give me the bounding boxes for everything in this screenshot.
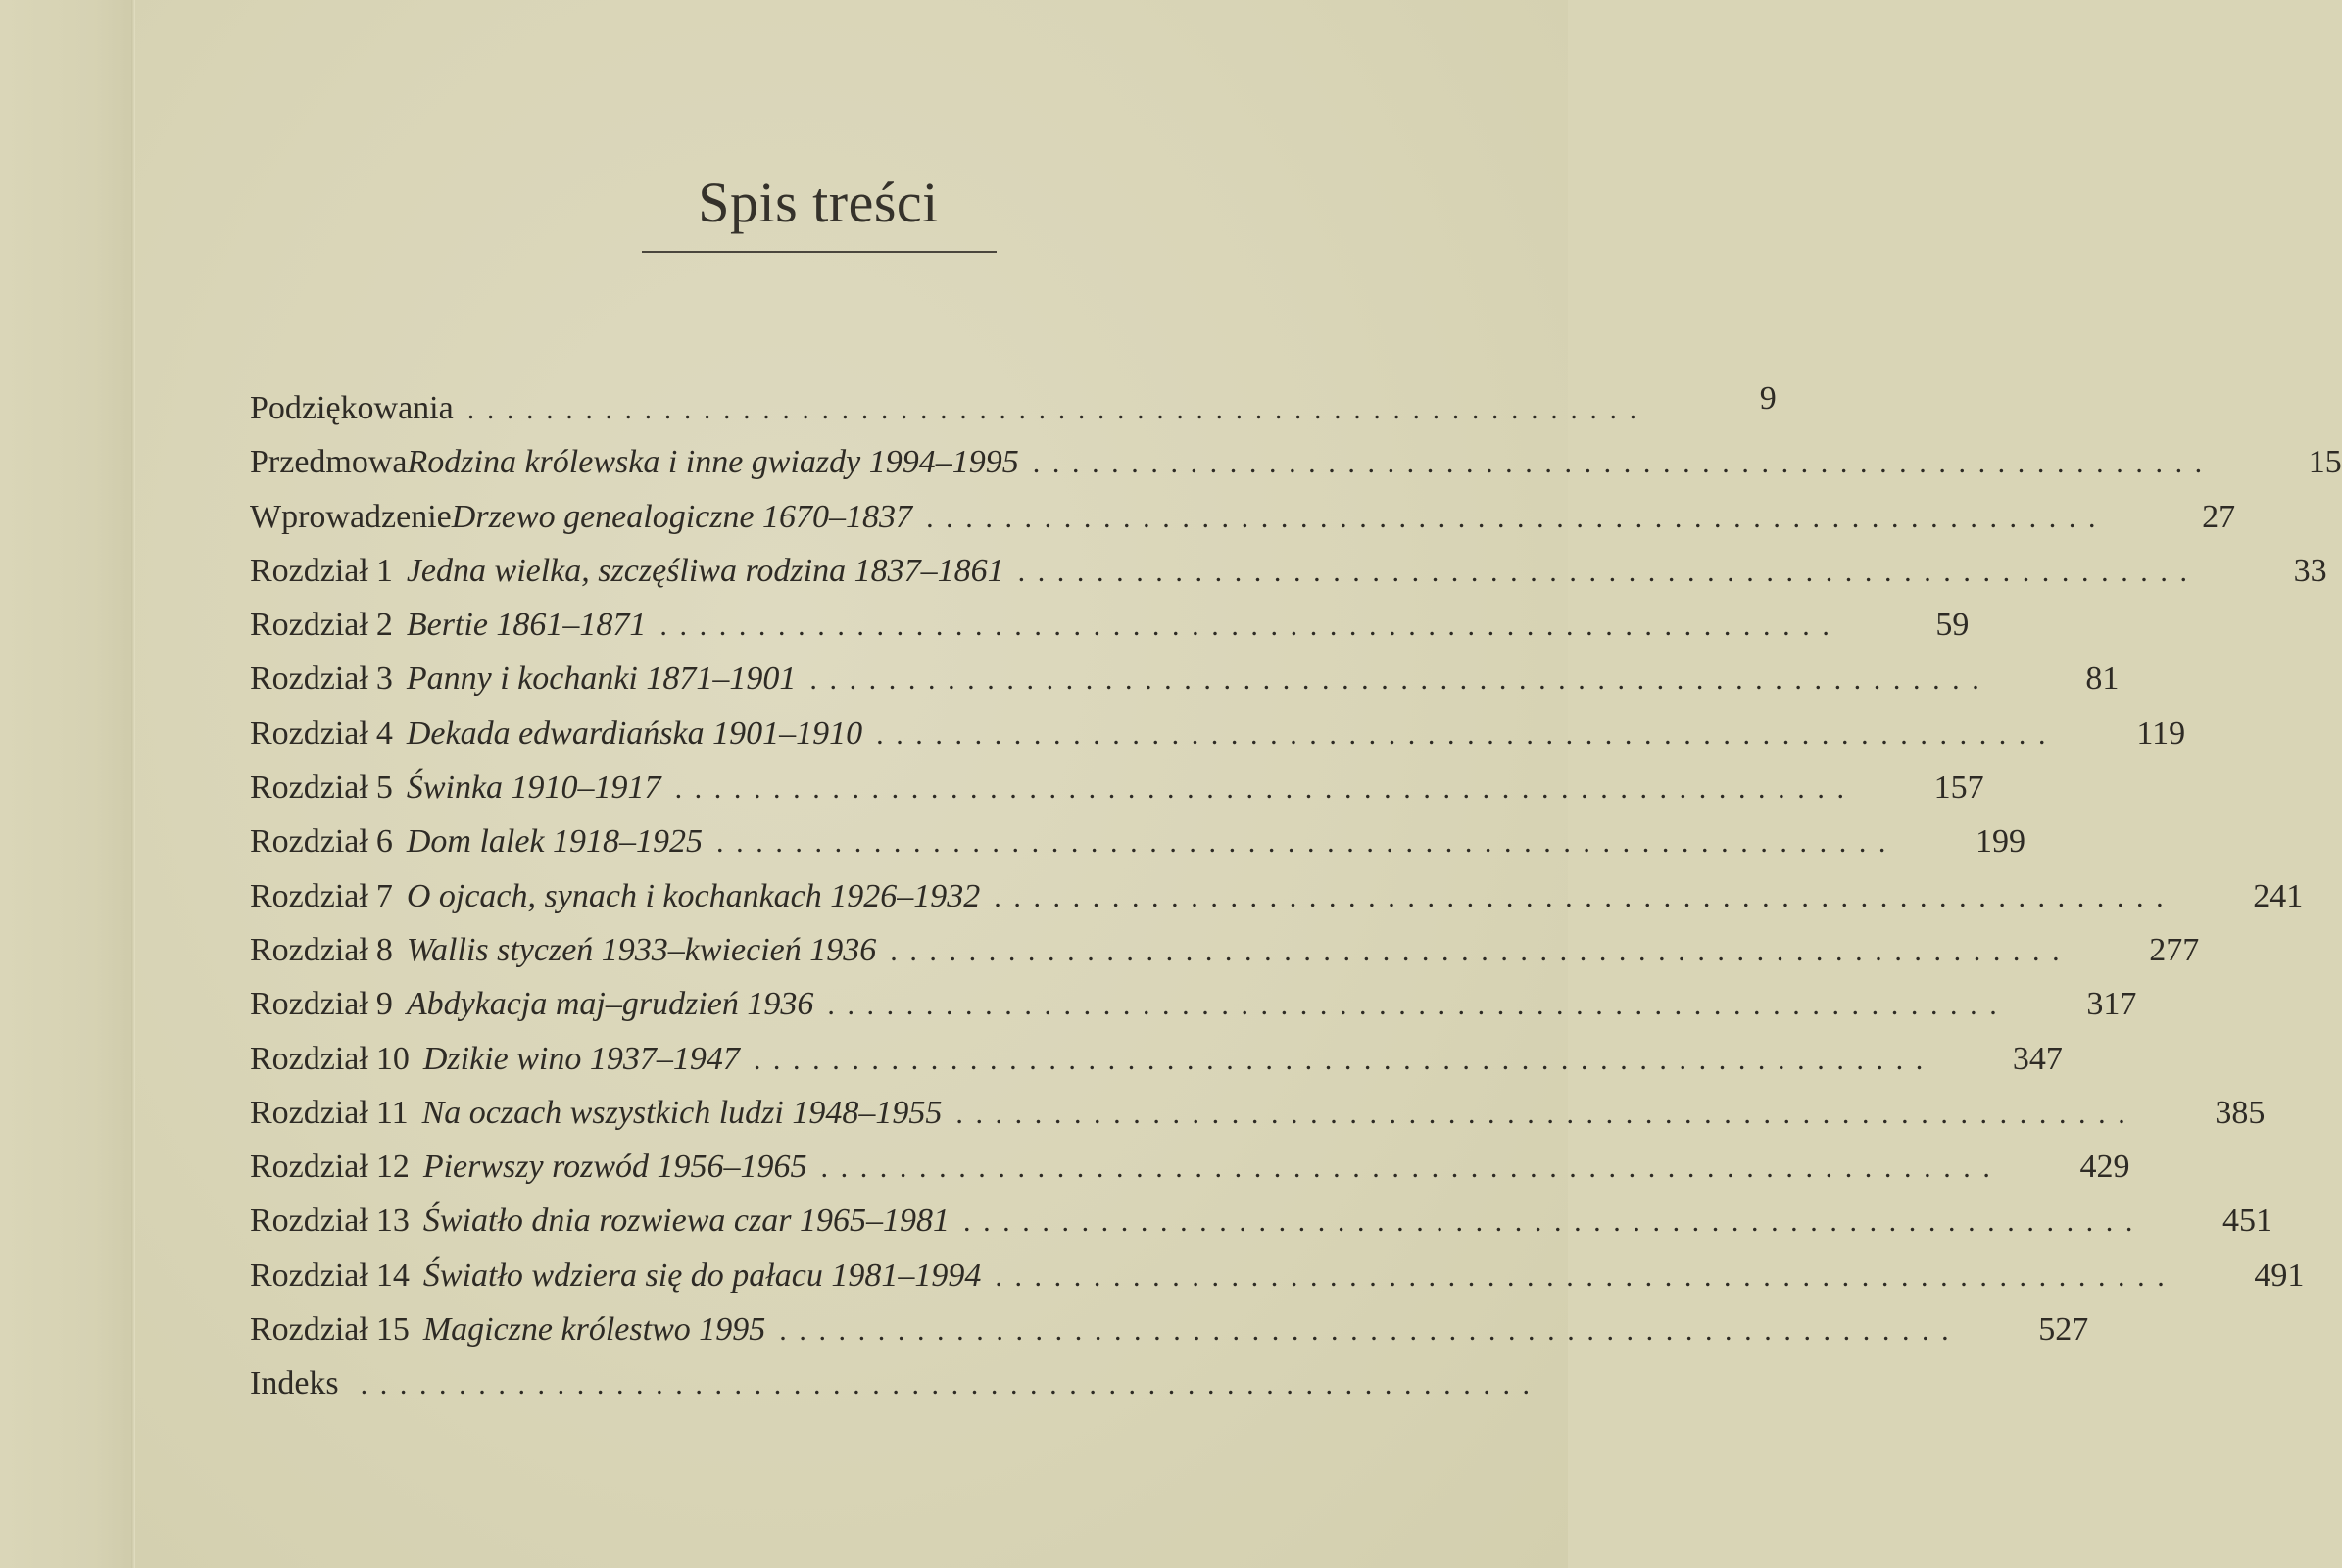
leader-dots: ............................................................ xyxy=(827,989,2010,1022)
chapter-number: 14 xyxy=(375,1256,410,1294)
dot-leader xyxy=(807,1151,2003,1184)
dot-leader xyxy=(1019,446,2215,479)
page-number: 9 xyxy=(1759,380,1777,416)
toc-entry[interactable] xyxy=(250,498,2236,555)
dot-leader xyxy=(765,1313,1961,1347)
dot-leader xyxy=(942,1097,2137,1130)
dot-leader xyxy=(813,988,2009,1021)
chapter-title: O ojcach, synach i kochankach 1926–1932 xyxy=(406,877,981,914)
toc-entry[interactable] xyxy=(250,1365,1542,1421)
page-title: Spis treści xyxy=(698,171,939,234)
dot-leader xyxy=(980,880,2175,913)
entry-label: Rozdział xyxy=(250,1094,368,1131)
page-number: 527 xyxy=(2038,1311,2089,1348)
page-number: 317 xyxy=(2086,986,2137,1023)
leader-dots: ............................................................ xyxy=(962,1205,2145,1239)
chapter-title: Dekada edwardiańska 1901–1910 xyxy=(406,714,863,752)
chapter-number: 9 xyxy=(375,986,393,1023)
toc-entry[interactable] xyxy=(250,877,2304,934)
leader-dots: ............................................................ xyxy=(890,934,2073,967)
chapter-number: 5 xyxy=(375,769,393,807)
entry-label: Indeks xyxy=(250,1365,339,1402)
leader-dots: ............................................................ xyxy=(466,393,1649,425)
chapter-title: Dom lalek 1918–1925 xyxy=(406,823,704,860)
toc-entry[interactable] xyxy=(250,986,2137,1042)
chapter-title: Dzikie wino 1937–1947 xyxy=(422,1040,740,1077)
dot-leader xyxy=(661,771,1857,805)
entry-label: Rozdział xyxy=(250,931,368,968)
chapter-title: Jedna wielka, szczęśliwa rodzina 1837–1861 xyxy=(406,552,1004,589)
entry-label: Rozdział xyxy=(250,607,368,644)
chapter-number: 6 xyxy=(375,823,393,860)
chapter-title: Wallis styczeń 1933–kwiecień 1936 xyxy=(406,931,877,968)
chapter-number: 4 xyxy=(375,714,393,752)
leader-dots: ............................................................ xyxy=(926,501,2109,534)
chapter-number: 10 xyxy=(375,1040,410,1077)
toc-entry[interactable] xyxy=(250,661,2120,716)
chapter-title: Bertie 1861–1871 xyxy=(406,607,647,644)
leader-dots: ............................................................ xyxy=(1032,447,2215,480)
page-number: 27 xyxy=(2202,498,2236,535)
toc-entry[interactable] xyxy=(250,1094,2266,1151)
dot-leader xyxy=(740,1043,1935,1076)
entry-label: Rozdział xyxy=(250,986,368,1023)
page-number: 451 xyxy=(2221,1202,2272,1240)
page-number: 385 xyxy=(2215,1094,2266,1131)
leader-dots: ............................................................ xyxy=(955,1097,2138,1130)
entry-label: Rozdział xyxy=(250,714,368,752)
page-number: 157 xyxy=(1933,769,1984,807)
chapter-number: 15 xyxy=(375,1311,410,1348)
toc-entry[interactable] xyxy=(250,1256,2305,1313)
leader-dots: ............................................................ xyxy=(994,880,2176,913)
entry-label: Rozdział xyxy=(250,769,368,807)
page-number: 277 xyxy=(2149,931,2200,968)
entry-label: Wprowadzenie xyxy=(250,498,452,535)
page-number: 347 xyxy=(2012,1040,2063,1077)
dot-leader xyxy=(912,501,2108,534)
entry-label: Przedmowa xyxy=(250,444,408,481)
leader-dots: ............................................................ xyxy=(1017,555,2200,588)
entry-label: Rozdział xyxy=(250,1040,368,1077)
page-number: 33 xyxy=(2293,552,2327,589)
page-number: 81 xyxy=(2085,661,2120,698)
dot-leader xyxy=(703,825,1898,858)
chapter-title: Światło dnia rozwiewa czar 1965–1981 xyxy=(422,1202,950,1240)
entry-label: Rozdział xyxy=(250,877,368,914)
chapter-title: Pierwszy rozwód 1956–1965 xyxy=(422,1149,807,1186)
dot-leader xyxy=(950,1204,2145,1238)
chapter-title: Magiczne królestwo 1995 xyxy=(422,1311,766,1348)
chapter-number: 3 xyxy=(375,661,393,698)
chapter-title: Panny i kochanki 1871–1901 xyxy=(406,661,797,698)
page-number: 241 xyxy=(2253,877,2304,914)
toc-entry[interactable] xyxy=(250,1149,2130,1204)
chapter-title: Na oczach wszystkich ludzi 1948–1955 xyxy=(421,1094,943,1131)
page-number: 199 xyxy=(1976,823,2026,860)
dot-leader xyxy=(1004,555,2200,588)
dot-leader xyxy=(646,609,1841,642)
toc-entry[interactable] xyxy=(250,714,2186,771)
dot-leader xyxy=(796,662,1991,696)
dot-leader xyxy=(981,1259,2176,1293)
toc-entry[interactable] xyxy=(250,1202,2272,1258)
leader-dots: ............................................................ xyxy=(753,1043,1935,1076)
entry-label: Rozdział xyxy=(250,1256,368,1294)
title-underline xyxy=(642,251,997,253)
entry-label: Rozdział xyxy=(250,1311,368,1348)
leader-dots: ............................................................ xyxy=(674,772,1857,806)
leader-dots: ............................................................ xyxy=(820,1152,2003,1185)
chapter-number: 12 xyxy=(375,1149,410,1186)
table-of-contents xyxy=(250,380,2342,1422)
toc-entry[interactable] xyxy=(250,931,2200,988)
toc-entry[interactable] xyxy=(250,823,2026,879)
leader-dots: ............................................................ xyxy=(360,1368,1542,1401)
chapter-title: Rodzina królewska i inne gwiazdy 1994–1995 xyxy=(407,444,1019,481)
toc-entry[interactable] xyxy=(250,769,1984,825)
page-number: 15 xyxy=(2308,444,2342,481)
page-number: 119 xyxy=(2136,714,2186,752)
page-number: 59 xyxy=(1935,607,1970,644)
dot-leader xyxy=(862,717,2058,751)
chapter-number: 2 xyxy=(375,607,393,644)
toc-entry[interactable] xyxy=(250,607,1970,662)
toc-entry[interactable] xyxy=(250,1040,2063,1097)
chapter-title: Abdykacja maj–grudzień 1936 xyxy=(406,986,814,1023)
leader-dots: ............................................................ xyxy=(779,1314,1962,1348)
chapter-title: Świnka 1910–1917 xyxy=(406,769,661,807)
entry-label: Rozdział xyxy=(250,823,368,860)
chapter-number: 11 xyxy=(375,1094,409,1131)
dot-leader xyxy=(454,392,1649,425)
chapter-number: 7 xyxy=(375,877,393,914)
entry-label: Rozdział xyxy=(250,661,368,698)
leader-dots: ............................................................ xyxy=(995,1259,2177,1293)
chapter-number: 8 xyxy=(375,931,393,968)
leader-dots: ............................................................ xyxy=(876,717,2059,751)
toc-entry[interactable] xyxy=(250,444,2342,500)
page-number: 491 xyxy=(2254,1256,2305,1294)
toc-entry[interactable] xyxy=(250,380,1777,446)
chapter-number: 13 xyxy=(375,1202,410,1240)
leader-dots: ............................................................ xyxy=(809,663,1992,697)
chapter-number: 1 xyxy=(375,552,393,589)
dot-leader xyxy=(339,1367,1542,1400)
page-number: 429 xyxy=(2079,1149,2130,1186)
entry-label: Rozdział xyxy=(250,1202,368,1240)
entry-label: Podziękowania xyxy=(250,390,454,426)
toc-entry[interactable] xyxy=(250,552,2327,609)
chapter-title: Światło wdziera się do pałacu 1981–1994 xyxy=(422,1256,982,1294)
facing-page-edge xyxy=(0,0,133,1568)
entry-label: Rozdział xyxy=(250,1149,368,1186)
toc-entry[interactable] xyxy=(250,1311,2089,1367)
entry-label: Rozdział xyxy=(250,552,368,589)
dot-leader xyxy=(876,934,2072,967)
chapter-title: Drzewo genealogiczne 1670–1837 xyxy=(451,498,913,535)
leader-dots: ............................................................ xyxy=(716,826,1899,859)
leader-dots: ............................................................ xyxy=(659,610,1842,643)
